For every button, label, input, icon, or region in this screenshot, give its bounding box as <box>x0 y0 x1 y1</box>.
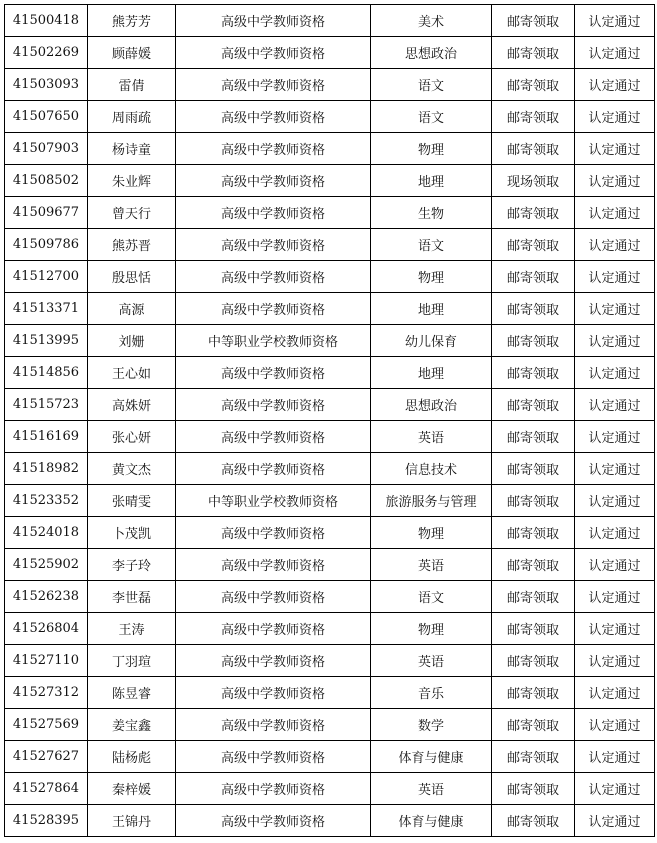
pickup-method-cell: 邮寄领取 <box>492 197 575 229</box>
table-row <box>5 69 655 101</box>
certification-status-cell: 认定通过 <box>575 613 655 645</box>
certification-status-cell: 认定通过 <box>575 357 655 389</box>
pickup-method-cell: 邮寄领取 <box>492 485 575 517</box>
applicant-name-cell: 杨诗童 <box>88 133 176 165</box>
table-row <box>5 261 655 293</box>
table-row <box>5 293 655 325</box>
pickup-method-cell: 邮寄领取 <box>492 293 575 325</box>
subject-cell: 英语 <box>371 645 492 677</box>
table-row <box>5 485 655 517</box>
applicant-name-cell: 卜茂凯 <box>88 517 176 549</box>
applicant-name-cell: 秦梓媛 <box>88 773 176 805</box>
pickup-method-cell: 邮寄领取 <box>492 805 575 837</box>
qualification-type-cell: 高级中学教师资格 <box>176 5 371 37</box>
applicant-id-cell: 41528395 <box>5 805 88 837</box>
pickup-method-cell: 邮寄领取 <box>492 517 575 549</box>
table-row <box>5 229 655 261</box>
table-row <box>5 517 655 549</box>
applicant-name-cell: 李世磊 <box>88 581 176 613</box>
certification-status-cell: 认定通过 <box>575 581 655 613</box>
pickup-method-cell: 邮寄领取 <box>492 69 575 101</box>
table-row <box>5 645 655 677</box>
qualification-type-cell: 高级中学教师资格 <box>176 517 371 549</box>
applicant-name-cell: 丁羽瑄 <box>88 645 176 677</box>
subject-cell: 体育与健康 <box>371 741 492 773</box>
pickup-method-cell: 邮寄领取 <box>492 37 575 69</box>
applicant-name-cell: 陆杨彪 <box>88 741 176 773</box>
applicant-name-cell: 曾天行 <box>88 197 176 229</box>
certification-status-cell: 认定通过 <box>575 773 655 805</box>
applicant-name-cell: 熊苏晋 <box>88 229 176 261</box>
subject-cell: 英语 <box>371 549 492 581</box>
subject-cell: 地理 <box>371 293 492 325</box>
applicant-name-cell: 张心妍 <box>88 421 176 453</box>
certification-status-cell: 认定通过 <box>575 453 655 485</box>
roster-table <box>4 4 655 837</box>
qualification-type-cell: 中等职业学校教师资格 <box>176 325 371 357</box>
pickup-method-cell: 邮寄领取 <box>492 741 575 773</box>
qualification-type-cell: 高级中学教师资格 <box>176 261 371 293</box>
applicant-name-cell: 陈昱睿 <box>88 677 176 709</box>
certification-status-cell: 认定通过 <box>575 325 655 357</box>
applicant-name-cell: 王涛 <box>88 613 176 645</box>
applicant-name-cell: 周雨疏 <box>88 101 176 133</box>
table-row <box>5 581 655 613</box>
table-row <box>5 741 655 773</box>
subject-cell: 地理 <box>371 357 492 389</box>
pickup-method-cell: 邮寄领取 <box>492 581 575 613</box>
applicant-name-cell: 张晴雯 <box>88 485 176 517</box>
pickup-method-cell: 邮寄领取 <box>492 229 575 261</box>
applicant-name-cell: 殷思恬 <box>88 261 176 293</box>
subject-cell: 语文 <box>371 69 492 101</box>
qualification-type-cell: 高级中学教师资格 <box>176 293 371 325</box>
certification-status-cell: 认定通过 <box>575 389 655 421</box>
applicant-id-cell: 41518982 <box>5 453 88 485</box>
table-row <box>5 709 655 741</box>
table-row <box>5 5 655 37</box>
applicant-name-cell: 黄文杰 <box>88 453 176 485</box>
applicant-name-cell: 朱业辉 <box>88 165 176 197</box>
certification-status-cell: 认定通过 <box>575 741 655 773</box>
table-row <box>5 677 655 709</box>
applicant-id-cell: 41526238 <box>5 581 88 613</box>
applicant-id-cell: 41512700 <box>5 261 88 293</box>
applicant-id-cell: 41515723 <box>5 389 88 421</box>
applicant-name-cell: 顾薛媛 <box>88 37 176 69</box>
applicant-id-cell: 41527569 <box>5 709 88 741</box>
pickup-method-cell: 邮寄领取 <box>492 773 575 805</box>
certification-status-cell: 认定通过 <box>575 5 655 37</box>
applicant-id-cell: 41527864 <box>5 773 88 805</box>
table-row <box>5 133 655 165</box>
certification-status-cell: 认定通过 <box>575 293 655 325</box>
pickup-method-cell: 邮寄领取 <box>492 421 575 453</box>
certification-status-cell: 认定通过 <box>575 805 655 837</box>
pickup-method-cell: 邮寄领取 <box>492 261 575 293</box>
table-row <box>5 101 655 133</box>
applicant-id-cell: 41513995 <box>5 325 88 357</box>
pickup-method-cell: 邮寄领取 <box>492 389 575 421</box>
pickup-method-cell: 邮寄领取 <box>492 453 575 485</box>
table-row <box>5 453 655 485</box>
subject-cell: 语文 <box>371 101 492 133</box>
subject-cell: 物理 <box>371 133 492 165</box>
pickup-method-cell: 邮寄领取 <box>492 5 575 37</box>
qualification-type-cell: 高级中学教师资格 <box>176 101 371 133</box>
applicant-id-cell: 41527110 <box>5 645 88 677</box>
table-row <box>5 197 655 229</box>
applicant-name-cell: 王锦丹 <box>88 805 176 837</box>
certification-status-cell: 认定通过 <box>575 69 655 101</box>
certification-status-cell: 认定通过 <box>575 517 655 549</box>
subject-cell: 语文 <box>371 229 492 261</box>
certification-roster <box>4 4 654 837</box>
certification-status-cell: 认定通过 <box>575 421 655 453</box>
roster-body <box>5 5 655 837</box>
subject-cell: 英语 <box>371 421 492 453</box>
certification-status-cell: 认定通过 <box>575 229 655 261</box>
certification-status-cell: 认定通过 <box>575 549 655 581</box>
subject-cell: 幼儿保育 <box>371 325 492 357</box>
subject-cell: 美术 <box>371 5 492 37</box>
subject-cell: 音乐 <box>371 677 492 709</box>
table-row <box>5 389 655 421</box>
qualification-type-cell: 高级中学教师资格 <box>176 165 371 197</box>
pickup-method-cell: 邮寄领取 <box>492 613 575 645</box>
pickup-method-cell: 邮寄领取 <box>492 133 575 165</box>
certification-status-cell: 认定通过 <box>575 133 655 165</box>
applicant-id-cell: 41524018 <box>5 517 88 549</box>
pickup-method-cell: 邮寄领取 <box>492 325 575 357</box>
applicant-name-cell: 姜宝鑫 <box>88 709 176 741</box>
applicant-name-cell: 雷倩 <box>88 69 176 101</box>
applicant-name-cell: 熊芳芳 <box>88 5 176 37</box>
certification-status-cell: 认定通过 <box>575 197 655 229</box>
certification-status-cell: 认定通过 <box>575 485 655 517</box>
applicant-id-cell: 41525902 <box>5 549 88 581</box>
certification-status-cell: 认定通过 <box>575 645 655 677</box>
applicant-id-cell: 41507650 <box>5 101 88 133</box>
applicant-id-cell: 41513371 <box>5 293 88 325</box>
qualification-type-cell: 高级中学教师资格 <box>176 133 371 165</box>
applicant-id-cell: 41527312 <box>5 677 88 709</box>
qualification-type-cell: 高级中学教师资格 <box>176 197 371 229</box>
applicant-id-cell: 41509677 <box>5 197 88 229</box>
pickup-method-cell: 邮寄领取 <box>492 101 575 133</box>
qualification-type-cell: 高级中学教师资格 <box>176 741 371 773</box>
subject-cell: 地理 <box>371 165 492 197</box>
qualification-type-cell: 高级中学教师资格 <box>176 229 371 261</box>
qualification-type-cell: 高级中学教师资格 <box>176 677 371 709</box>
pickup-method-cell: 现场领取 <box>492 165 575 197</box>
certification-status-cell: 认定通过 <box>575 677 655 709</box>
certification-status-cell: 认定通过 <box>575 101 655 133</box>
certification-status-cell: 认定通过 <box>575 165 655 197</box>
applicant-id-cell: 41508502 <box>5 165 88 197</box>
applicant-id-cell: 41516169 <box>5 421 88 453</box>
table-row <box>5 357 655 389</box>
qualification-type-cell: 高级中学教师资格 <box>176 37 371 69</box>
pickup-method-cell: 邮寄领取 <box>492 677 575 709</box>
table-row <box>5 773 655 805</box>
subject-cell: 思想政治 <box>371 389 492 421</box>
table-row <box>5 549 655 581</box>
pickup-method-cell: 邮寄领取 <box>492 709 575 741</box>
certification-status-cell: 认定通过 <box>575 709 655 741</box>
table-row <box>5 421 655 453</box>
subject-cell: 语文 <box>371 581 492 613</box>
pickup-method-cell: 邮寄领取 <box>492 549 575 581</box>
qualification-type-cell: 高级中学教师资格 <box>176 613 371 645</box>
qualification-type-cell: 高级中学教师资格 <box>176 389 371 421</box>
qualification-type-cell: 高级中学教师资格 <box>176 357 371 389</box>
subject-cell: 物理 <box>371 517 492 549</box>
applicant-name-cell: 刘姗 <box>88 325 176 357</box>
applicant-id-cell: 41503093 <box>5 69 88 101</box>
qualification-type-cell: 高级中学教师资格 <box>176 805 371 837</box>
applicant-name-cell: 高姝妍 <box>88 389 176 421</box>
qualification-type-cell: 高级中学教师资格 <box>176 581 371 613</box>
applicant-id-cell: 41514856 <box>5 357 88 389</box>
applicant-name-cell: 高源 <box>88 293 176 325</box>
table-row <box>5 37 655 69</box>
applicant-id-cell: 41500418 <box>5 5 88 37</box>
applicant-name-cell: 王心如 <box>88 357 176 389</box>
subject-cell: 数学 <box>371 709 492 741</box>
pickup-method-cell: 邮寄领取 <box>492 645 575 677</box>
qualification-type-cell: 高级中学教师资格 <box>176 549 371 581</box>
applicant-id-cell: 41502269 <box>5 37 88 69</box>
qualification-type-cell: 高级中学教师资格 <box>176 709 371 741</box>
subject-cell: 思想政治 <box>371 37 492 69</box>
table-row <box>5 613 655 645</box>
certification-status-cell: 认定通过 <box>575 37 655 69</box>
qualification-type-cell: 高级中学教师资格 <box>176 773 371 805</box>
qualification-type-cell: 高级中学教师资格 <box>176 453 371 485</box>
subject-cell: 英语 <box>371 773 492 805</box>
subject-cell: 体育与健康 <box>371 805 492 837</box>
applicant-id-cell: 41527627 <box>5 741 88 773</box>
subject-cell: 物理 <box>371 261 492 293</box>
table-row <box>5 805 655 837</box>
applicant-id-cell: 41507903 <box>5 133 88 165</box>
qualification-type-cell: 高级中学教师资格 <box>176 645 371 677</box>
qualification-type-cell: 中等职业学校教师资格 <box>176 485 371 517</box>
qualification-type-cell: 高级中学教师资格 <box>176 69 371 101</box>
applicant-name-cell: 李子玲 <box>88 549 176 581</box>
subject-cell: 生物 <box>371 197 492 229</box>
qualification-type-cell: 高级中学教师资格 <box>176 421 371 453</box>
subject-cell: 信息技术 <box>371 453 492 485</box>
applicant-id-cell: 41526804 <box>5 613 88 645</box>
subject-cell: 旅游服务与管理 <box>371 485 492 517</box>
table-row <box>5 325 655 357</box>
certification-status-cell: 认定通过 <box>575 261 655 293</box>
pickup-method-cell: 邮寄领取 <box>492 357 575 389</box>
table-row <box>5 165 655 197</box>
applicant-id-cell: 41523352 <box>5 485 88 517</box>
applicant-id-cell: 41509786 <box>5 229 88 261</box>
subject-cell: 物理 <box>371 613 492 645</box>
